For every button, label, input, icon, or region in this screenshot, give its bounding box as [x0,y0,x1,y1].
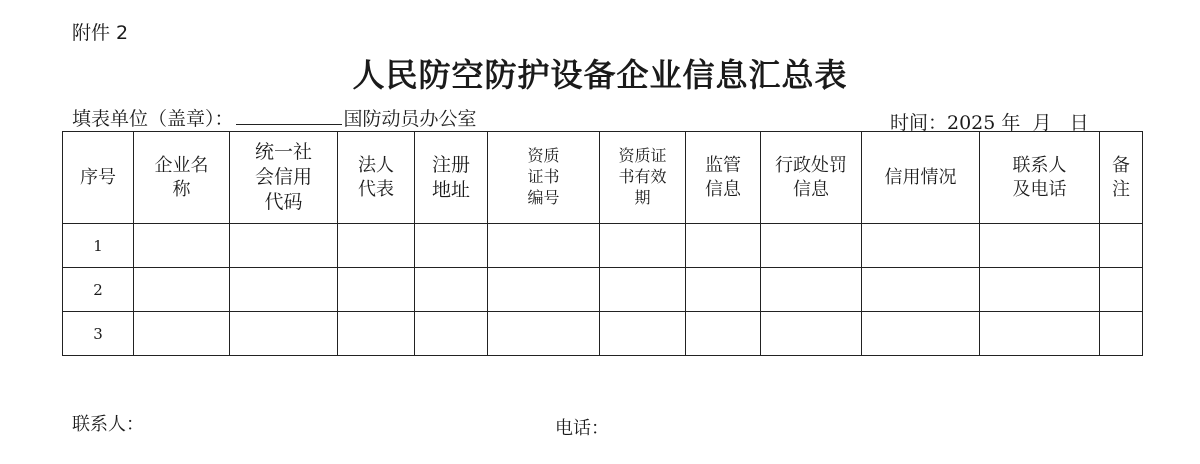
table-cell[interactable] [338,268,415,312]
table-cell[interactable] [230,224,338,268]
table-cell[interactable] [488,268,600,312]
row-number-cell: 1 [63,224,134,268]
table-cell[interactable] [1100,312,1143,356]
fill-unit-line [72,104,477,131]
header-cell [415,132,488,224]
header-cell [338,132,415,224]
page-title: 人民防空防护设备企业信息汇总表 [352,56,848,94]
table-cell[interactable] [1100,268,1143,312]
table-cell[interactable] [686,312,761,356]
table-cell[interactable] [980,268,1100,312]
table-cell[interactable] [338,224,415,268]
table-cell[interactable] [1100,224,1143,268]
header-cell [862,132,980,224]
header-label: 资质 证书 编号 [527,146,560,207]
header-cell [600,132,686,224]
header-label: 备 注 [1112,155,1130,200]
table-cell[interactable] [600,268,686,312]
table-cell[interactable] [862,224,980,268]
header-label: 法人 代表 [358,155,394,200]
table-cell[interactable] [761,224,862,268]
attachment-label: 附件 2 [72,22,129,44]
table-cell[interactable] [134,224,230,268]
header-label: 注册 地址 [431,153,470,201]
table-cell[interactable] [862,268,980,312]
date-line: 时间：2025 年 月 日 [890,112,1089,134]
table-cell[interactable] [980,224,1100,268]
table-cell[interactable] [686,224,761,268]
seal-blank-line [236,124,342,125]
table-cell[interactable] [415,312,488,356]
table-cell[interactable] [230,268,338,312]
header-cell [980,132,1100,224]
header-label: 序号 [80,166,116,188]
table-row [63,268,1143,312]
table-cell[interactable] [761,312,862,356]
header-cell [686,132,761,224]
table-cell[interactable] [600,312,686,356]
header-label: 行政处罚 信息 [775,155,847,200]
header-label: 联系人 及电话 [1012,155,1067,200]
table-cell[interactable] [862,312,980,356]
table-cell[interactable] [338,312,415,356]
fill-unit-label: 填表单位（盖章）： [72,108,234,130]
header-label: 资质证 书有效 期 [618,146,667,207]
table-cell[interactable] [761,268,862,312]
row-number-cell: 2 [63,268,134,312]
header-cell [230,132,338,224]
table-cell[interactable] [415,268,488,312]
table-cell[interactable] [980,312,1100,356]
row-number-cell: 3 [63,312,134,356]
table-cell[interactable] [686,268,761,312]
table-cell[interactable] [134,312,230,356]
header-label: 信用情况 [884,166,957,188]
header-label: 监管 信息 [705,155,741,200]
table-row [63,312,1143,356]
fill-unit-office: 国防动员办公室 [343,108,477,130]
header-label: 企业名 称 [154,155,209,200]
header-row [63,132,1143,224]
phone-label: 电话： [555,418,609,439]
table-cell[interactable] [230,312,338,356]
header-cell [63,132,134,224]
contact-person-label: 联系人： [72,414,144,435]
header-cell [761,132,862,224]
table-cell[interactable] [488,224,600,268]
header-label: 统一社 会信用 代码 [254,141,312,213]
table-cell[interactable] [600,224,686,268]
header-cell [1100,132,1143,224]
header-cell [134,132,230,224]
header-cell [488,132,600,224]
table-cell[interactable] [134,268,230,312]
summary-table [62,131,1143,356]
table-cell[interactable] [488,312,600,356]
table-row [63,224,1143,268]
table-cell[interactable] [415,224,488,268]
